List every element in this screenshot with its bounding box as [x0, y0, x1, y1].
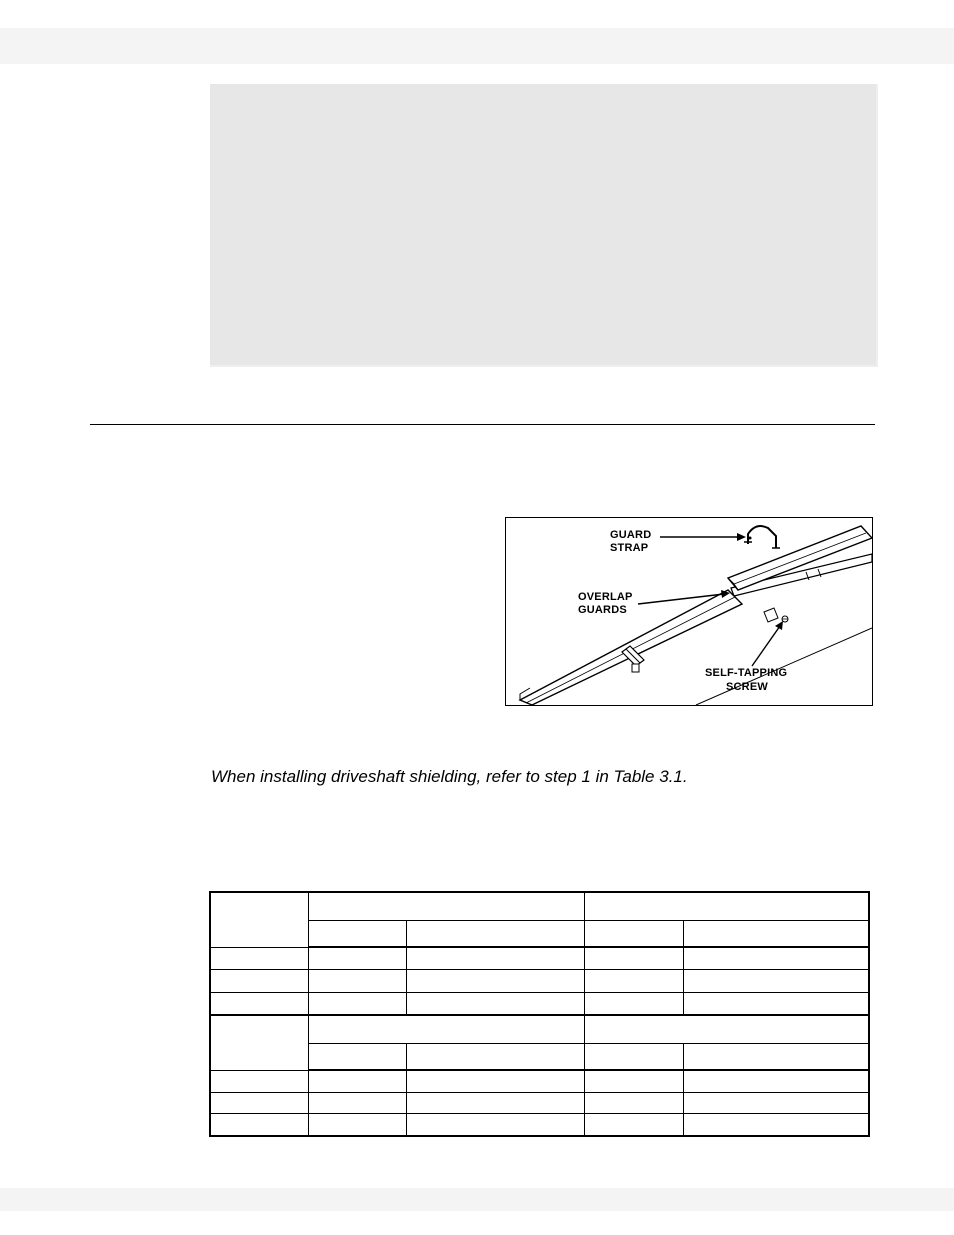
callout-box — [210, 84, 878, 367]
table-header-cell — [308, 920, 406, 947]
table-cell — [684, 993, 869, 1015]
table-header-row — [210, 1015, 869, 1043]
table-cell — [684, 1070, 869, 1092]
table-cell — [585, 947, 684, 969]
table-cell — [308, 1070, 406, 1092]
overlap-guards-label-2: GUARDS — [578, 604, 627, 616]
table-subheader-row — [210, 1043, 869, 1070]
table-cell — [585, 993, 684, 1015]
table-cell — [406, 1070, 584, 1092]
table-cell — [308, 1093, 406, 1114]
table-cell — [308, 1114, 406, 1136]
driveshaft-shielding-figure — [505, 517, 873, 706]
table-header-cell — [684, 920, 869, 947]
table-cell — [585, 1114, 684, 1136]
table-cell — [406, 1093, 584, 1114]
table-cell — [585, 970, 684, 993]
guard-strap-hole — [749, 537, 752, 540]
table-header-cell — [406, 1043, 584, 1070]
table-cell — [684, 1114, 869, 1136]
table-cell — [406, 947, 584, 969]
table-row — [210, 993, 869, 1015]
table-header-cell — [210, 1015, 308, 1070]
table-header-row — [210, 892, 869, 920]
table-row — [210, 1093, 869, 1114]
table-header-cell — [308, 1043, 406, 1070]
driveshaft-illustration — [506, 518, 872, 705]
overlap-guards-label-1: OVERLAP — [578, 591, 633, 603]
table-cell — [585, 1070, 684, 1092]
page-footer-band — [0, 1188, 954, 1211]
guard-strap-label-1: GUARD — [610, 529, 652, 541]
guard-strap-feet — [744, 542, 780, 548]
table-header-cell — [585, 892, 869, 920]
table-cell — [585, 1093, 684, 1114]
guard-strap-arrowhead — [737, 533, 746, 541]
screw-arrow — [752, 626, 780, 666]
page-header-band — [0, 28, 954, 64]
table-reference-note: When installing driveshaft shielding, refer to step 1 in Table 3.1. — [211, 767, 688, 786]
table-cell — [684, 947, 869, 969]
table-row — [210, 1070, 869, 1092]
upper-overlap-guard — [728, 526, 872, 590]
clamp-tab — [632, 664, 639, 672]
table-cell — [406, 970, 584, 993]
mount-bracket — [764, 608, 778, 622]
screw-arrowhead — [775, 621, 783, 630]
screw-label-1: SELF-TAPPING — [705, 667, 788, 679]
table-cell — [308, 947, 406, 969]
table-cell — [406, 1114, 584, 1136]
table-cell — [210, 1114, 308, 1136]
table-header-cell — [585, 1043, 684, 1070]
table-subheader-row — [210, 920, 869, 947]
table-cell — [210, 1093, 308, 1114]
table-header-cell — [308, 1015, 584, 1043]
table-cell — [210, 1070, 308, 1092]
table-row — [210, 1114, 869, 1136]
table-header-cell — [585, 1015, 869, 1043]
table-cell — [210, 993, 308, 1015]
table-header-cell — [585, 920, 684, 947]
table-cell — [308, 970, 406, 993]
table-cell — [684, 1093, 869, 1114]
table-row — [210, 970, 869, 993]
section-divider — [90, 424, 875, 425]
table-header-cell — [406, 920, 584, 947]
screw-label-2: SCREW — [726, 681, 768, 693]
table-header-cell — [210, 892, 308, 947]
table-header-cell — [684, 1043, 869, 1070]
table-cell — [308, 993, 406, 1015]
table-row — [210, 947, 869, 969]
table-header-cell — [308, 892, 584, 920]
table-cell — [210, 947, 308, 969]
table-cell — [210, 970, 308, 993]
table-cell — [684, 970, 869, 993]
table-cell — [406, 993, 584, 1015]
guard-strap-label-2: STRAP — [610, 542, 649, 554]
guard-strap-part — [748, 526, 776, 548]
specification-table — [209, 891, 870, 1137]
